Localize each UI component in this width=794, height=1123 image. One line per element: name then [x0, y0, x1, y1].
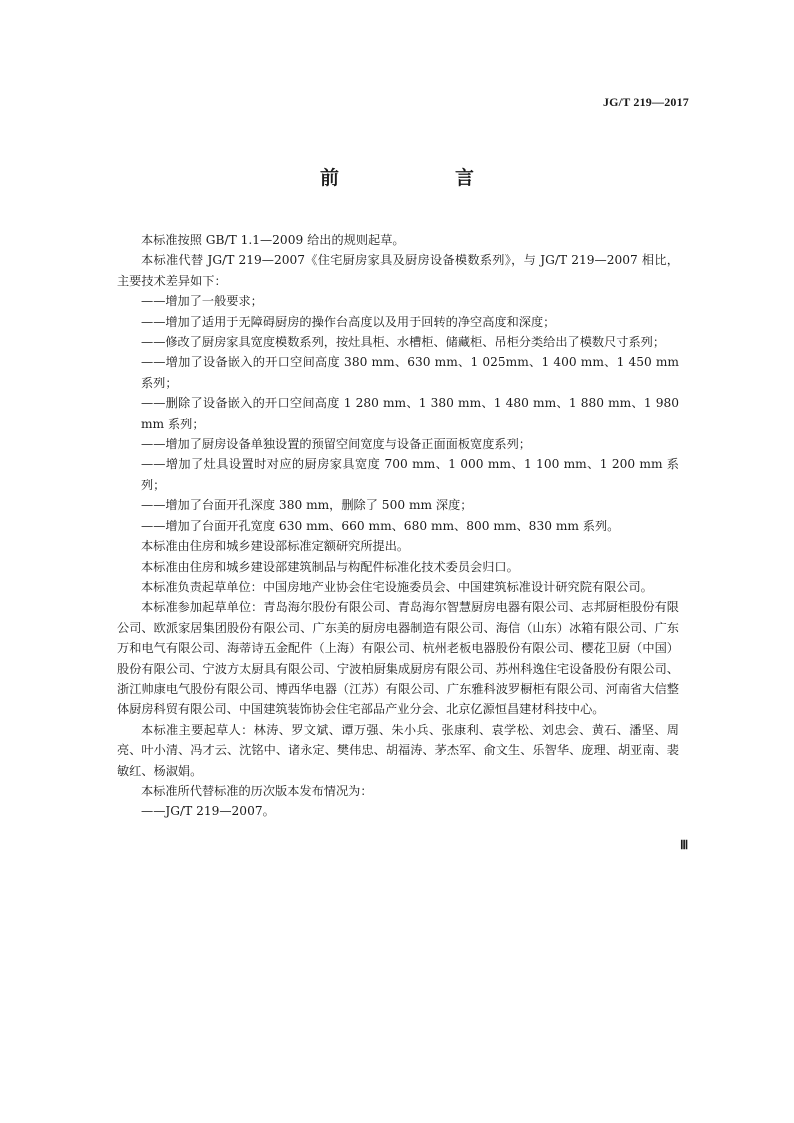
page-title: 前 言: [319, 167, 500, 189]
page-number: Ⅲ: [680, 838, 689, 852]
change-item: ——增加了厨房设备单独设置的预留空间宽度与设备正面面板宽度系列；: [141, 437, 531, 452]
standard-code: JG/T 219—2017: [602, 95, 689, 109]
paragraph-participating-units: 本标准参加起草单位：青岛海尔股份有限公司、青岛海尔智慧厨房电器有限公司、志邦厨柜股份有限公司、欧派家居集团股份有限公司、广东美的厨房电器制造有限公司、海信（山东）冰箱有限公司、广东万和电气有限公司、海蒂诗五金配件（上海）有限公司、杭州老板电器股份有限公司、樱花卫厨（中国）股份有限公司、宁波方太厨具有限公司、宁波柏厨集成厨房有限公司、苏州科逸住宅设备股份有限公司、浙江帅康电气股份有限公司、博西华电器（江苏）有限公司、广东雅科波罗橱柜有限公司、河南省大信整体厨房科贸有限公司、中国建筑装饰协会住宅部品产业分会、北京亿源恒昌建材科技中心。: [117, 600, 679, 717]
change-item: ——增加了灶具设置时对应的厨房家具宽度 700 mm、1 000 mm、1 100 mm、1 200 mm 系列；: [141, 457, 679, 492]
change-item: ——增加了台面开孔宽度 630 mm、660 mm、680 mm、800 mm、830 mm 系列。: [141, 518, 620, 533]
paragraph-drafting-rules: 本标准按照 GB/T 1.1—2009 给出的规则起草。: [141, 233, 405, 247]
change-item: ——增加了适用于无障碍厨房的操作台高度以及用于回转的净空高度和深度；: [141, 314, 556, 329]
paragraph-history-intro: 本标准所代替标准的历次版本发布情况为：: [141, 783, 373, 798]
change-item: ——增加了一般要求；: [141, 294, 263, 309]
change-item: ——修改了厨房家具宽度模数系列，按灶具柜、水槽柜、储藏柜、吊柜分类给出了模数尺寸系列；: [141, 335, 666, 350]
document-body: [117, 230, 679, 822]
paragraph-replaces: 本标准代替 JG/T 219—2007《住宅厨房家具及厨房设备模数系列》，与 JG/T 219—2007 相比，主要技术差异如下：: [117, 253, 679, 288]
history-item: ——JG/T 219—2007。: [141, 804, 275, 819]
paragraph-responsible-units: 本标准负责起草单位：中国房地产业协会住宅设施委员会、中国建筑标准设计研究院有限公司。: [141, 579, 653, 594]
change-item: ——删除了设备嵌入的开口空间高度 1 280 mm、1 380 mm、1 480 mm、1 880 mm、1 980 mm 系列；: [141, 396, 679, 431]
paragraph-proposer: 本标准由住房和城乡建设部标准定额研究所提出。: [141, 539, 410, 554]
paragraph-committee: 本标准由住房和城乡建设部建筑制品与构配件标准化技术委员会归口。: [141, 559, 519, 574]
paragraph-drafters: 本标准主要起草人：林涛、罗文斌、谭万强、朱小兵、张康利、袁学松、刘忠会、黄石、潘坚、周亮、叶小清、冯才云、沈铭中、诸永定、樊伟忠、胡福涛、茅杰军、俞文生、乐智华、庞理、胡亚南、裴敏红、杨淑娟。: [117, 722, 679, 778]
change-item: ——增加了设备嵌入的开口空间高度 380 mm、630 mm、1 025mm、1 400 mm、1 450 mm 系列；: [141, 355, 679, 390]
change-item: ——增加了台面开孔深度 380 mm，删除了 500 mm 深度；: [141, 498, 473, 513]
